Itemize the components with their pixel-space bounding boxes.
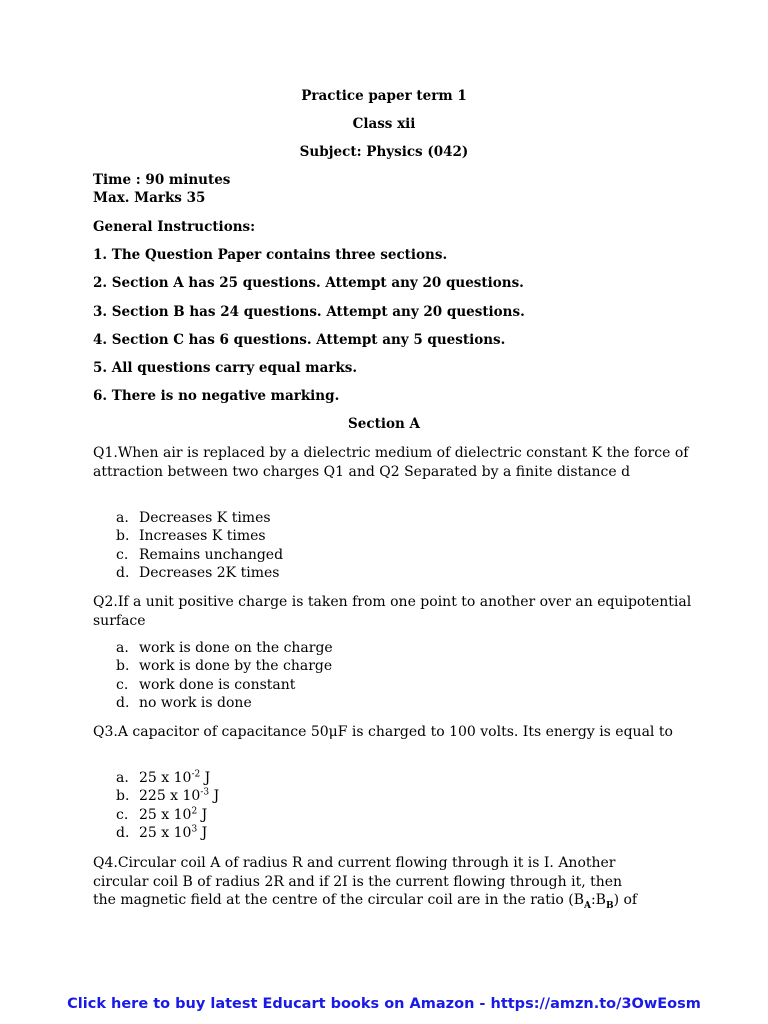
option: c. 25 x $10^2$ J xyxy=(116,805,208,823)
instruction-item: 6. There is no negative marking. xyxy=(93,388,340,404)
option: d. Decreases 2K times xyxy=(116,564,280,581)
option: d. no work is done xyxy=(116,694,252,711)
question-3: Q3.A capacitor of capacitance 50μF is charged to 100 volts. Its energy is equal to xyxy=(93,724,673,740)
instruction-item: 2. Section A has 25 questions. Attempt any 20 questions. xyxy=(93,275,524,291)
question-1-options xyxy=(116,509,283,582)
class-label: Class xii xyxy=(352,116,416,132)
option: a. work is done on the charge xyxy=(116,640,333,656)
question-1: Q1.When air is replaced by a dielectric medium of dielectric constant K the force of attraction between two charges Q1 and Q2 Separated by a finite distance d xyxy=(93,445,689,480)
instruction-item: 1. The Question Paper contains three sections. xyxy=(93,247,448,263)
option: a. Decreases K times xyxy=(116,510,271,526)
instructions-heading: General Instructions: xyxy=(93,219,256,235)
subject-label: Subject: Physics (042) xyxy=(299,144,469,160)
option: b. work is done by the charge xyxy=(116,658,333,675)
time-label: Time : 90 minutes xyxy=(93,172,231,188)
amazon-link[interactable]: Click here to buy latest Educart books on Amazon - https://amzn.to/3OwEosm xyxy=(67,996,701,1012)
section-title: Section A xyxy=(348,416,420,432)
option: d. 25 x $10^3$ J xyxy=(116,824,208,841)
option: b. 225 x $10^{-3}$ J xyxy=(116,787,220,805)
question-2-options xyxy=(116,639,333,712)
option: c. work done is constant xyxy=(116,676,296,693)
instruction-item: 4. Section C has 6 questions. Attempt any 5 questions. xyxy=(93,332,506,348)
question-4: Q4.Circular coil A of radius R and current flowing through it is I. Another circular coil B of radius 2R and if 2I is the current flowing through it, then the magnetic field at the centre of the circular coil are in the ratio $(B_A:B_B)$ of xyxy=(93,855,638,911)
option: b. Increases K times xyxy=(116,528,266,545)
instruction-item: 3. Section B has 24 questions. Attempt any 20 questions. xyxy=(93,304,525,320)
option: a. 25 x $10^{-2}$ J xyxy=(116,769,211,786)
question-3-options xyxy=(116,769,219,842)
question-2: Q2.If a unit positive charge is taken from one point to another over an equipotential surface xyxy=(93,594,692,629)
paper-title: Practice paper term 1 xyxy=(301,88,467,104)
instruction-item: 5. All questions carry equal marks. xyxy=(93,360,358,376)
max-marks-label: Max. Marks 35 xyxy=(93,190,206,206)
option: c. Remains unchanged xyxy=(116,546,284,563)
